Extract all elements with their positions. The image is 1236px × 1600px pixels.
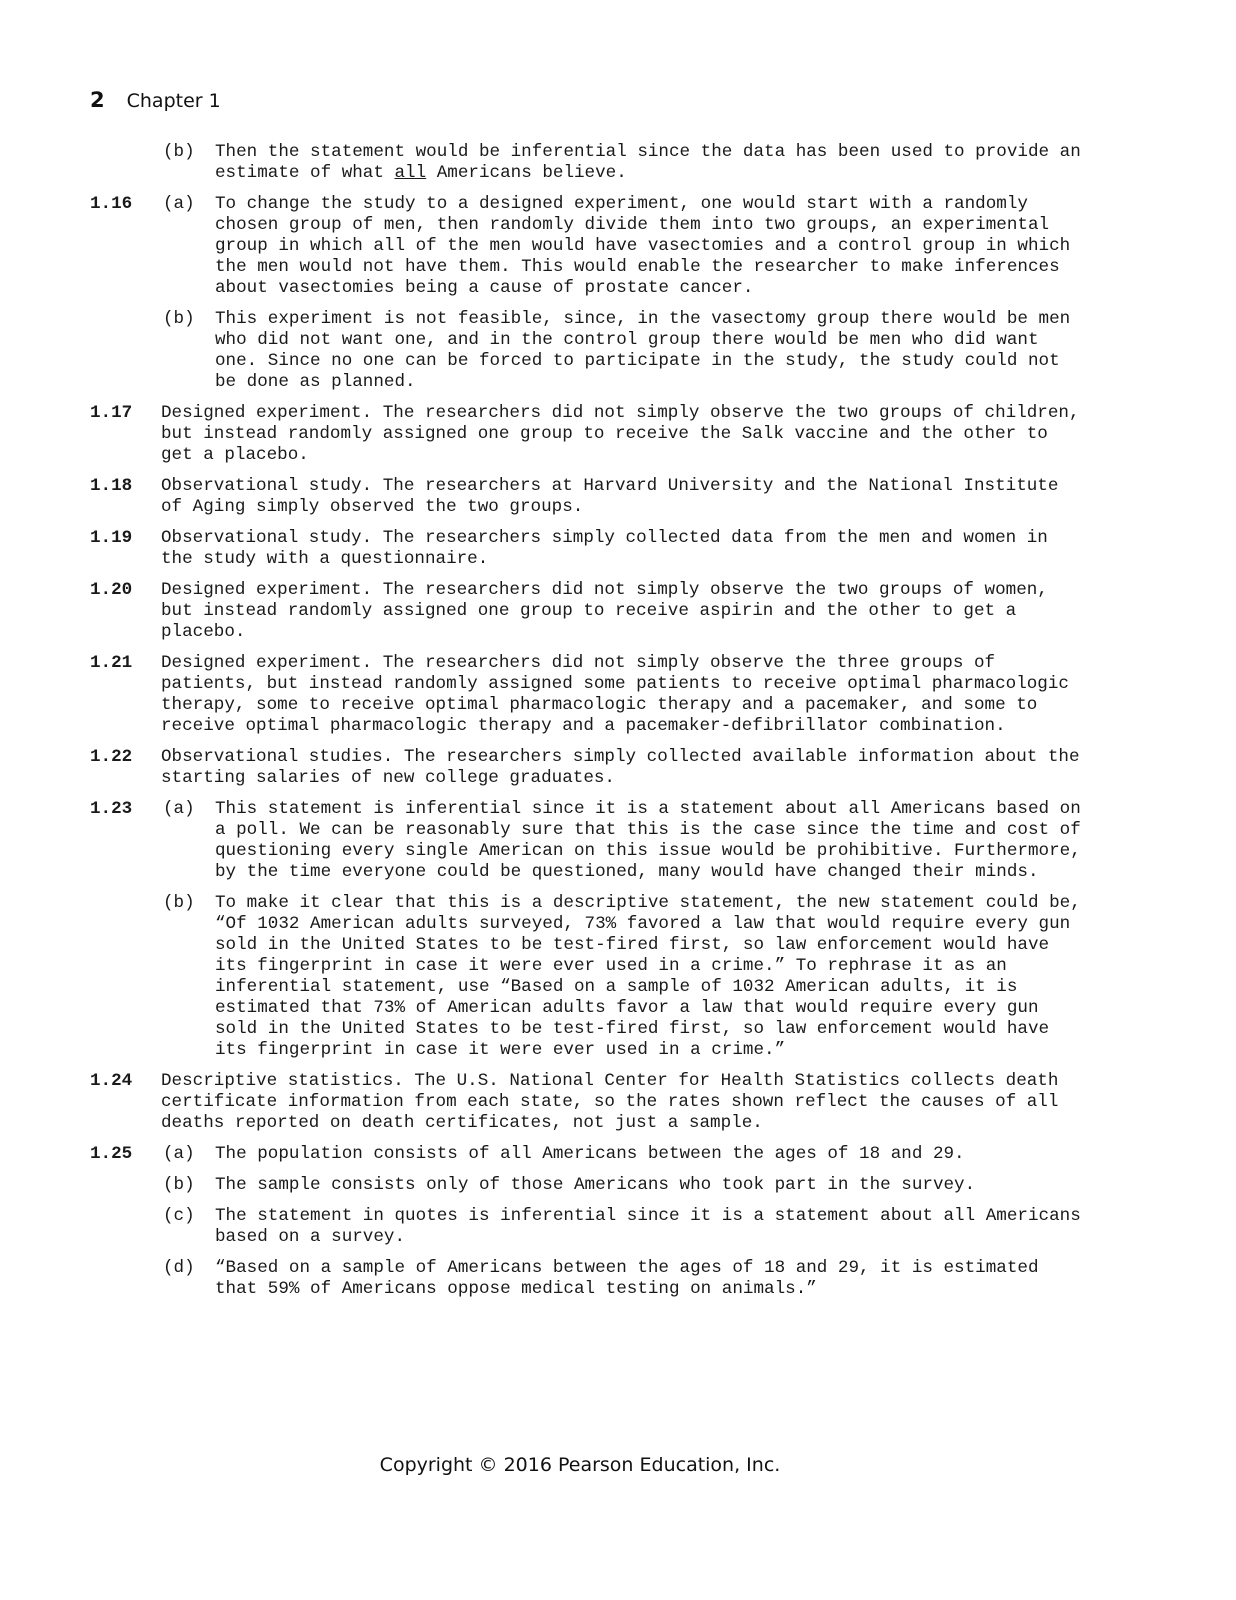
- page-header: [90, 88, 221, 112]
- part-label: (b): [163, 142, 195, 162]
- part-text: To change the study to a designed experiment, one would start with a randomly chosen group of men, then randomly divide them into two groups, an experimental group in which all of the men would have vasectomies and a control group in which the men would not have them. This would enable the researcher to make inferences about vasectomies being a cause of prostate cancer.: [215, 194, 1071, 298]
- chapter-title: Chapter 1: [126, 90, 221, 112]
- exercise-number: 1.22: [90, 747, 133, 767]
- exercise-1-22: [90, 747, 1090, 789]
- exercise-number: 1.20: [90, 580, 133, 600]
- exercise-1-21: [90, 653, 1090, 737]
- part-label: (c): [163, 1206, 195, 1226]
- exercise-number: 1.25: [90, 1144, 133, 1164]
- exercise-1-16: [90, 194, 1090, 393]
- part-label: (b): [163, 893, 195, 913]
- copyright-footer: Copyright © 2016 Pearson Education, Inc.: [379, 1454, 781, 1476]
- exercise-text: Observational study. The researchers simply collected data from the men and women in the study with a questionnaire.: [161, 528, 1048, 569]
- part-text: The sample consists only of those Americans who took part in the survey.: [215, 1175, 976, 1195]
- exercise-number: 1.16: [90, 194, 133, 214]
- exercise-1-25: [90, 1144, 1090, 1300]
- part-label: (a): [163, 1144, 195, 1164]
- part-label: (d): [163, 1258, 195, 1278]
- part-text-before: Then the statement would be inferential since the data has been used to provide an estimate of what: [215, 142, 1081, 183]
- page-number: 2: [90, 88, 105, 112]
- exercise-1-17: [90, 403, 1090, 466]
- exercise-text: Designed experiment. The researchers did not simply observe the three groups of patients, but instead randomly assigned some patients to receive optimal pharmacologic therapy, some to receive optimal pharmacologic therapy and a pacemaker, and some to receive optimal pharmacologic therapy and a pacemaker-defibrillator combination.: [161, 653, 1069, 736]
- answers-content: [90, 142, 1090, 1310]
- part-text-after: Americans believe.: [426, 163, 627, 183]
- exercise-text: Descriptive statistics. The U.S. National Center for Health Statistics collects death certificate information from each state, so the rates shown reflect the causes of all deaths reported on death certificates, not just a sample.: [161, 1071, 1059, 1133]
- part-text: [215, 142, 1090, 184]
- exercise-text: Observational studies. The researchers simply collected available information about the starting salaries of new college graduates.: [161, 747, 1080, 788]
- exercise-number: 1.18: [90, 476, 133, 496]
- part-a: [163, 194, 1090, 299]
- part-text: The population consists of all Americans between the ages of 18 and 29.: [215, 1144, 965, 1164]
- exercise-1-20: [90, 580, 1090, 643]
- exercise-1-18: [90, 476, 1090, 518]
- part-c: [163, 1206, 1090, 1248]
- exercise-1-24: [90, 1071, 1090, 1134]
- part-b: [163, 309, 1090, 393]
- part-text: The statement in quotes is inferential since it is a statement about all Americans based on a survey.: [215, 1206, 1081, 1247]
- part-text: This experiment is not feasible, since, in the vasectomy group there would be men who did not want one, and in the control group there would be men who did want one. Since no one can be forced to participate in the study, the study could not be done as planned.: [215, 309, 1071, 392]
- part-text: “Based on a sample of Americans between the ages of 18 and 29, it is estimated that 59% of Americans oppose medical testing on animals.”: [215, 1258, 1039, 1299]
- exercise-number: 1.17: [90, 403, 133, 423]
- part-b: [163, 1175, 1090, 1196]
- exercise-text: Designed experiment. The researchers did not simply observe the two groups of women, but instead randomly assigned one group to receive aspirin and the other to get a placebo.: [161, 580, 1048, 642]
- part-a: [163, 799, 1090, 883]
- exercise-number: 1.21: [90, 653, 133, 673]
- exercise-text: Designed experiment. The researchers did not simply observe the two groups of children, but instead randomly assigned one group to receive the Salk vaccine and the other to get a placebo.: [161, 403, 1080, 465]
- exercise-number: 1.24: [90, 1071, 133, 1091]
- part-label: (b): [163, 309, 195, 329]
- part-text: This statement is inferential since it is a statement about all Americans based on a poll. We can be reasonably sure that this is the case since the time and cost of questioning every single American on this issue would be prohibitive. Furthermore, by the time everyone could be questioned, many would have changed their minds.: [215, 799, 1081, 882]
- exercise-number: 1.23: [90, 799, 133, 819]
- part-label: (a): [163, 799, 195, 819]
- part-a: [163, 1144, 1090, 1165]
- underlined-word: all: [394, 163, 427, 183]
- part-d: [163, 1258, 1090, 1300]
- continued-part-b: [163, 142, 1090, 184]
- part-text: To make it clear that this is a descriptive statement, the new statement could be, “Of 1032 American adults surveyed, 73% favored a law that would require every gun sold in the United States to be test-fired first, so law enforcement would have its fingerprint in case it were ever used in a crime.” To rephrase it as an inferential statement, use “Based on a sample of 1032 American adults, it is estimated that 73% of American adults favor a law that would require every gun sold in the United States to be test-fired first, so law enforcement would have its fingerprint in case it were ever used in a crime.”: [215, 893, 1081, 1060]
- exercise-text: Observational study. The researchers at Harvard University and the National Institute of Aging simply observed the two groups.: [161, 476, 1059, 517]
- exercise-1-19: [90, 528, 1090, 570]
- part-b: [163, 893, 1090, 1061]
- part-label: (b): [163, 1175, 195, 1195]
- exercise-1-23: [90, 799, 1090, 1061]
- part-label: (a): [163, 194, 195, 214]
- exercise-number: 1.19: [90, 528, 133, 548]
